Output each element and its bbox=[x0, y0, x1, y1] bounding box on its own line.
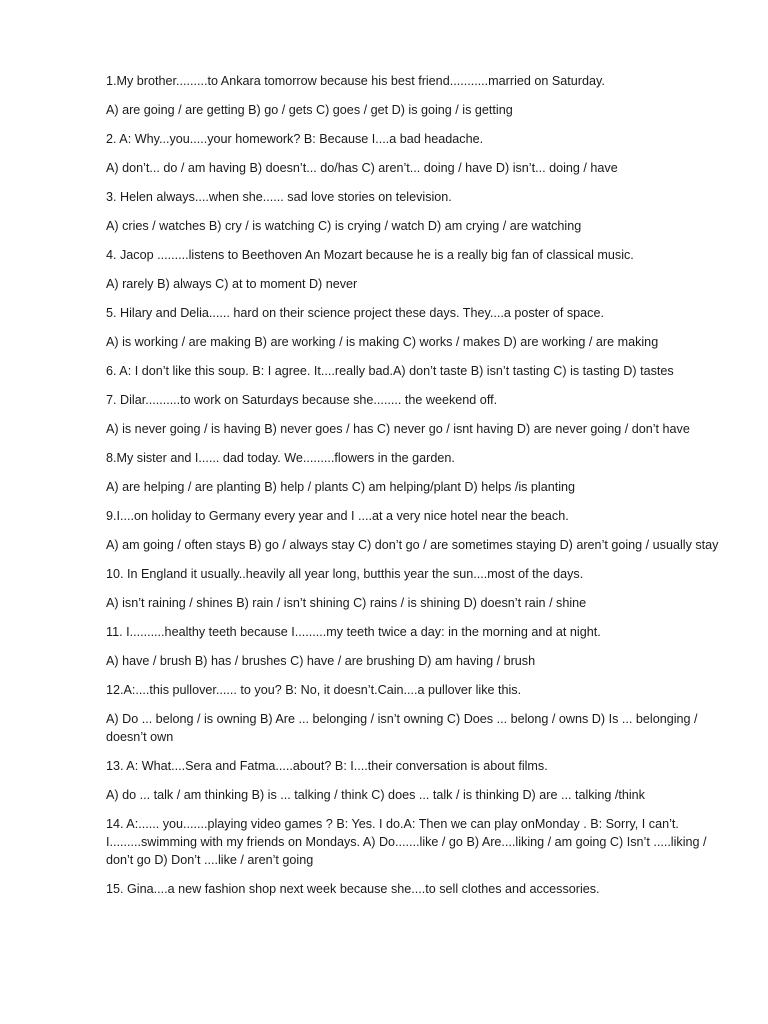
question-7: 7. Dilar..........to work on Saturdays because she........ the weekend off. bbox=[106, 393, 498, 407]
options-13: A) do ... talk / am thinking B) is ... talking / think C) does ... talk / is thinking D) are ... talking /think bbox=[106, 788, 645, 802]
options-12: A) Do ... belong / is owning B) Are ... belonging / isn’t owning C) Does ... belong / owns D) Is ... belonging / doesn’t own bbox=[106, 712, 698, 744]
options-3: A) cries / watches B) cry / is watching C) is crying / watch D) am crying / are watching bbox=[106, 219, 582, 233]
question-15: 15. Gina....a new fashion shop next week because she....to sell clothes and accessories. bbox=[106, 882, 600, 896]
question-14-with-options: 14. A:...... you.......playing video games ? B: Yes. I do.A: Then we can play onMonday . B: Sorry, I can’t. I.........swimming with my friends on Mondays. A) Do.......like / go B) Are....liking / am going C) Isn’t .....liking / don’t go D) Don’t ....like / aren’t going bbox=[106, 817, 707, 867]
question-11: 11. I..........healthy teeth because I.........my teeth twice a day: in the morning and at night. bbox=[106, 625, 601, 639]
question-9: 9.I....on holiday to Germany every year and I ....at a very nice hotel near the beach. bbox=[106, 509, 569, 523]
options-11: A) have / brush B) has / brushes C) have / are brushing D) am having / brush bbox=[106, 654, 536, 668]
options-1: A) are going / are getting B) go / gets C) goes / get D) is going / is getting bbox=[106, 103, 513, 117]
question-4: 4. Jacop .........listens to Beethoven An Mozart because he is a really big fan of classical music. bbox=[106, 248, 634, 262]
question-2: 2. A: Why...you.....your homework? B: Because I....a bad headache. bbox=[106, 132, 484, 146]
question-1: 1.My brother.........to Ankara tomorrow because his best friend...........married on Saturday. bbox=[106, 74, 605, 88]
question-3: 3. Helen always....when she...... sad love stories on television. bbox=[106, 190, 452, 204]
question-12: 12.A:....this pullover...... to you? B: No, it doesn’t.Cain....a pullover like this. bbox=[106, 683, 522, 697]
question-8: 8.My sister and I...... dad today. We.........flowers in the garden. bbox=[106, 451, 455, 465]
options-4: A) rarely B) always C) at to moment D) never bbox=[106, 277, 358, 291]
options-8: A) are helping / are planting B) help / plants C) am helping/plant D) helps /is planting bbox=[106, 480, 576, 494]
question-13: 13. A: What....Sera and Fatma.....about? B: I....their conversation is about films. bbox=[106, 759, 548, 773]
options-7: A) is never going / is having B) never goes / has C) never go / isnt having D) are never going / don’t have bbox=[106, 422, 690, 436]
options-5: A) is working / are making B) are working / is making C) works / makes D) are working / are making bbox=[106, 335, 659, 349]
question-6-with-options: 6. A: I don’t like this soup. B: I agree. It....really bad.A) don’t taste B) isn’t tasting C) is tasting D) tastes bbox=[106, 364, 674, 378]
options-10: A) isn’t raining / shines B) rain / isn’t shining C) rains / is shining D) doesn’t rain / shine bbox=[106, 596, 587, 610]
question-10: 10. In England it usually..heavily all year long, butthis year the sun....most of the days. bbox=[106, 567, 584, 581]
question-5: 5. Hilary and Delia...... hard on their science project these days. They....a poster of space. bbox=[106, 306, 604, 320]
options-9: A) am going / often stays B) go / always stay C) don’t go / are sometimes staying D) aren’t going / usually stay bbox=[106, 538, 719, 552]
document-page bbox=[106, 72, 726, 909]
options-2: A) don’t... do / am having B) doesn’t... do/has C) aren’t... doing / have D) isn’t... doing / have bbox=[106, 161, 618, 175]
